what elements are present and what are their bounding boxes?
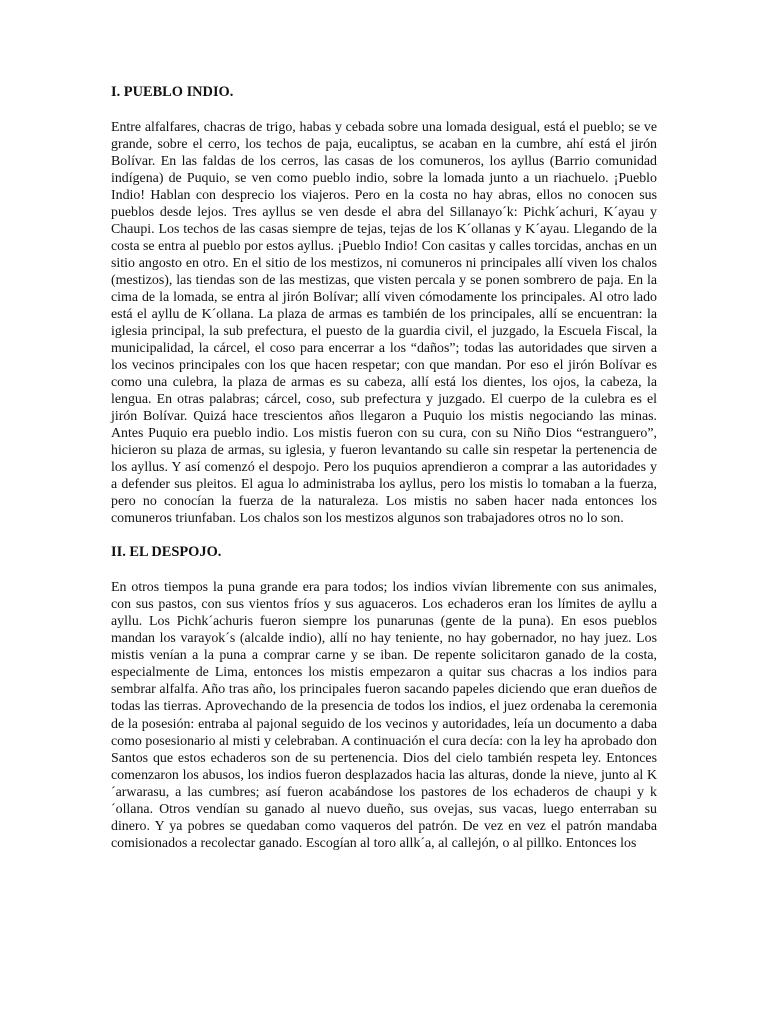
section-paragraph-pueblo-indio: Entre alfalfares, chacras de trigo, habas y cebada sobre una lomada desigual, está el pueblo; se ve grande, sobre el cerro, los techos de paja, eucaliptus, se acaban en la cumbre, ahí está el jirón Bolívar. En las faldas de los cerros, las casas de los comuneros, los ayllus (Barrio comunidad indígena) de Puquio, se ven como pueblo indio, sobre la lomada junto a un riachuelo. ¡Pueblo Indio! Hablan con desprecio los viajeros. Pero en la costa no hay abras, ellos no conocen sus pueblos desde lejos. Tres ayllus se ven desde el abra del Sillanayo´k: Pichk´achuri, K´ayau y Chaupi. Los techos de las casas siempre de tejas, tejas de los K´ollanas y K´ayau. Llegando de la costa se entra al pueblo por estos ayllus. ¡Pueblo Indio! Con casitas y calles torcidas, anchas en un sitio angosto en otro. En el sitio de los mestizos, ni comuneros ni principales allí viven los chalos (mestizos), las tiendas son de las mestizas, que visten percala y se ponen sombrero de paja. En la cima de la lomada, se entra al jirón Bolívar; allí viven cómodamente los principales. Al otro lado está el ayllu de K´ollana. La plaza de armas es también de los principales, allí se encuentran: la iglesia principal, la sub prefectura, el puesto de la guardia civil, el juzgado, la Escuela Fiscal, la municipalidad, la cárcel, el coso para encerrar a los “daños”; todas las autoridades que sirven a los vecinos principales con los que hacen respetar; con que mandan. Por eso el jirón Bolívar es como una culebra, la plaza de armas es su cabeza, allí está los dientes, los ojos, la cabeza, la lengua. En otras palabras; cárcel, coso, sub prefectura y juzgado. El cuerpo de la culebra es el jirón Bolívar. Quizá hace trescientos años llegaron a Puquio los mistis negociando las minas. Antes Puquio era pueblo indio. Los mistis fueron con su cura, con su Niño Dios “estranguero”, hicieron su plaza de armas, su iglesia, y fueron levantando su calle sin respetar la pertenencia de los ayllus. Y así comenzó el despojo. Pero los puquios aprendieron a comprar a las autoridades y a defender sus pleitos. El agua lo administraba los ayllus, pero los mistis lo tomaban a la fuerza, pero no conocían la fuerza de la naturaleza. Los mistis no saben hacer nada entonces los comuneros triunfaban. Los chalos son los mestizos algunos son trabajadores otros no lo son. [111,120,657,527]
section-heading-pueblo-indio: I. PUEBLO INDIO. [111,84,234,100]
document-page [111,84,657,852]
section-paragraph-el-despojo: En otros tiempos la puna grande era para todos; los indios vivían libremente con sus animales, con sus pastos, con sus vientos fríos y sus aguaceros. Los echaderos eran los límites de ayllu a ayllu. Los Pichk´achuris fueron siempre los punarunas (gente de la puna). En esos pueblos mandan los varayok´s (alcalde indio), allí no hay teniente, no hay gobernador, no hay juez. Los mistis venían a la puna a comprar carne y se iban. De repente solicitaron ganado de la costa, especialmente de Lima, entonces los mistis empezaron a quitar sus chacras a los indios para sembrar alfalfa. Año tras año, los principales fueron sacando papeles diciendo que eran dueños de todas las tierras. Aprovechando de la presencia de todos los indios, el juez ordenaba la ceremonia de la posesión: entraba al pajonal seguido de los vecinos y autoridades, leía un documento a daba como posesionario al misti y celebraban. A continuación el cura decía: con la ley ha aprobado don Santos que estos echaderos son de su pertenencia. Dios del cielo también respeta ley. Entonces comenzaron los abusos, los indios fueron desplazados hacia las alturas, donde la nieve, junto al K´arwarasu, a las cumbres; así fueron acabándose los pastores de los echaderos de chaupi y k´ollana. Otros vendían su ganado al nuevo dueño, sus ovejas, sus vacas, luego enterraban su dinero. Y ya pobres se quedaban como vaqueros del patrón. De vez en vez el patrón mandaba comisionados a recolectar ganado. Escogían al toro allk´a, al callejón, o al pillko. Entonces los [111,580,657,851]
section-heading-el-despojo: II. EL DESPOJO. [111,544,222,561]
